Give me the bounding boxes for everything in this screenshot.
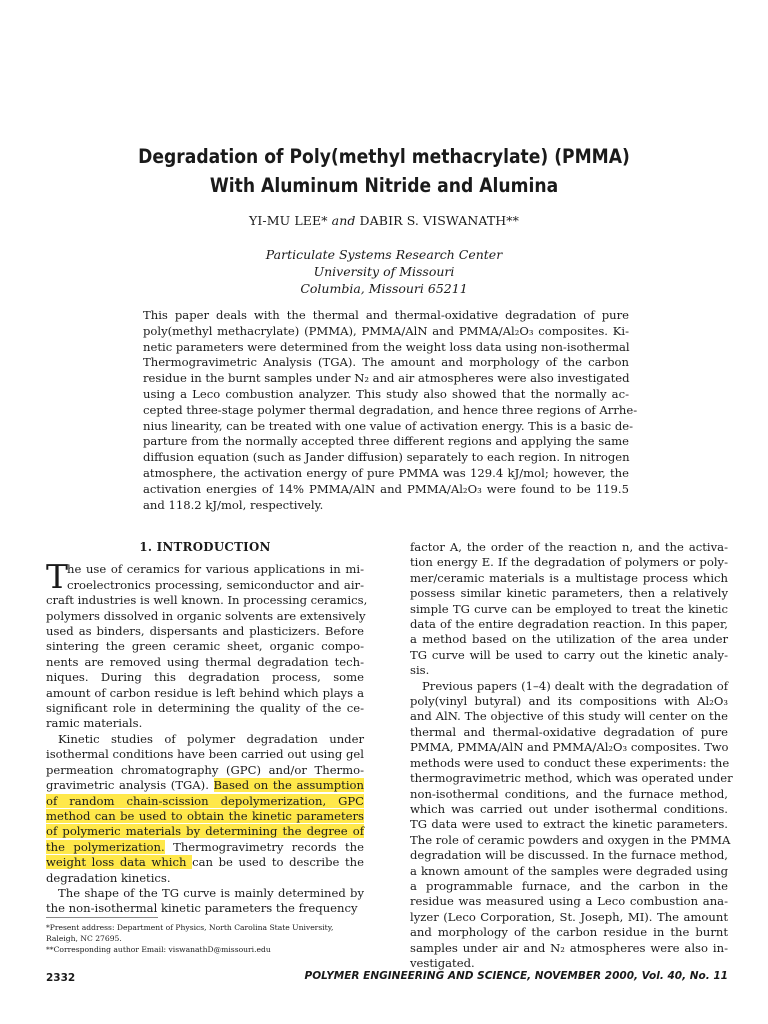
body-line: Kinetic studies of polymer degradation under (58, 731, 364, 746)
title-line-1: Degradation of Poly(methyl methacrylate) (PMMA) (138, 145, 630, 168)
journal-citation: POLYMER ENGINEERING AND SCIENCE, NOVEMBER 2000, Vol. 40, No. 11 (304, 970, 728, 982)
body-line: sis. (410, 663, 430, 678)
dropcap-letter: T (46, 557, 69, 597)
text-run: Thermogravimetry records the (164, 839, 364, 854)
body-line (46, 840, 364, 855)
body-line: and morphology of the carbon residue in the burnt (410, 925, 728, 940)
author-1: YI-MU LEE* (249, 213, 328, 228)
page-number: 2332 (46, 972, 76, 984)
abstract-line: atmosphere, the activation energy of pure PMMA was 129.4 kJ/mol; however, the (143, 465, 629, 480)
body-line: a known amount of the samples were degraded using (410, 863, 728, 878)
body-line: degradation will be discussed. In the furnace method, (410, 848, 728, 863)
body-line: samples under air and N₂ atmospheres were also in- (410, 940, 728, 955)
abstract-line: poly(methyl methacrylate) (PMMA), PMMA/AlN and PMMA/Al₂O₃ composites. Ki- (143, 323, 629, 338)
footnote-line: *Present address: Department of Physics, North Carolina State University, (46, 923, 334, 932)
abstract (143, 308, 638, 513)
body-line: nents are removed using thermal degradation tech- (46, 654, 364, 669)
body-line: which was carried out under isothermal conditions. (410, 801, 728, 816)
body-line (46, 794, 364, 809)
body-line: thermal and thermal-oxidative degradation of pure (410, 724, 728, 739)
body-line: residue was measured using a Leco combustion ana- (410, 894, 728, 909)
abstract-line: This paper deals with the thermal and thermal-oxidative degradation of pure (143, 308, 629, 322)
body-line: permeation chromatography (GPC) and/or Thermo- (46, 762, 364, 777)
body-line: polymers dissolved in organic solvents are extensively (46, 608, 366, 623)
abstract-line: diffusion equation (such as Jander diffusion) separately to each region. In nitrogen (143, 450, 630, 465)
body-line: simple TG curve can be employed to treat the kinetic (410, 601, 728, 616)
body-line (46, 809, 364, 824)
body-line: non-isothermal conditions, and the furnace method, (410, 786, 728, 801)
section-heading-introduction: 1. INTRODUCTION (139, 540, 271, 554)
highlighted-text[interactable]: method can be used to obtain the kinetic parameters (46, 808, 364, 823)
body-line: thermogravimetric method, which was operated under (410, 771, 733, 786)
body-line: factor A, the order of the reaction n, and the activa- (410, 540, 728, 554)
body-line: he use of ceramics for various applications in mi- (67, 562, 364, 577)
body-line: The role of ceramic powders and oxygen in the PMMA (410, 832, 731, 847)
body-line: niques. During this degradation process, some (46, 670, 364, 685)
body-line: the non-isothermal kinetic parameters the frequency (46, 901, 358, 916)
body-line: croelectronics processing, semiconductor and air- (67, 577, 364, 592)
body-line: possess similar kinetic parameters, then a relatively (410, 586, 728, 601)
abstract-line: Thermogravimetric Analysis (TGA). The amount and morphology of the carbon (143, 355, 629, 370)
footnotes (46, 922, 366, 955)
body-line: TG data were used to extract the kinetic parameters. (410, 817, 728, 832)
abstract-line: using a Leco combustion analyzer. This study also showed that the normally ac- (143, 386, 629, 401)
abstract-line: residue in the burnt samples under N₂ and air atmospheres were also investigated (143, 371, 630, 386)
abstract-line: and 118.2 kJ/mol, respectively. (143, 497, 324, 512)
footnote-line: **Corresponding author Email: viswanathD@missouri.edu (46, 945, 271, 954)
title-line-2: With Aluminum Nitride and Alumina (209, 174, 559, 197)
author-list (0, 213, 768, 228)
body-line: The shape of the TG curve is mainly determined by (58, 885, 364, 900)
highlighted-text[interactable]: of polymeric materials by determining the degree of (46, 824, 364, 839)
affiliation-line-2: University of Missouri (313, 264, 455, 279)
highlighted-text[interactable]: Based on the assumption (213, 778, 364, 793)
body-line: tion energy E. If the degradation of polymers or poly- (410, 555, 728, 570)
body-line: vestigated. (410, 955, 475, 970)
body-line: poly(vinyl butyral) and its compositions with Al₂O₃ (410, 694, 728, 709)
left-column (46, 540, 368, 917)
body-line: TG curve will be used to carry out the kinetic analy- (410, 647, 728, 662)
affiliation (0, 246, 768, 297)
author-conjunction: and (331, 213, 356, 228)
body-line: Previous papers (1–4) dealt with the degradation of (422, 678, 728, 693)
abstract-line: netic parameters were determined from the weight loss data using non-isothermal (143, 339, 630, 354)
right-column (410, 540, 733, 971)
highlighted-text[interactable]: the polymerization. (46, 839, 165, 854)
footnote-line: Raleigh, NC 27695. (46, 934, 122, 943)
body-line: data of the entire degradation reaction. In this paper, (410, 617, 728, 632)
abstract-line: activation energies of 14% PMMA/AlN and PMMA/Al₂O₃ were found to be 119.5 (143, 481, 629, 496)
body-line: PMMA, PMMA/AlN and PMMA/Al₂O₃ composites. Two (410, 740, 729, 755)
abstract-line: nius linearity, can be treated with one value of activation energy. This is a basic de- (143, 418, 634, 433)
body-line (46, 855, 364, 870)
paper-title (46, 142, 722, 200)
body-line (46, 778, 364, 793)
body-line: a method based on the utilization of the area under (410, 632, 728, 647)
author-2: DABIR S. VISWANATH** (359, 213, 519, 228)
body-line (46, 824, 364, 839)
body-line: ramic materials. (46, 716, 143, 731)
abstract-line: cepted three-stage polymer thermal degradation, and hence three regions of Arrhe- (143, 402, 638, 417)
abstract-line: parture from the normally accepted three different regions and applying the same (143, 434, 629, 449)
body-line: amount of carbon residue is left behind which plays a (46, 685, 364, 700)
footnote-divider (46, 917, 158, 918)
text-run: can be used to describe the (192, 855, 364, 870)
text-run: gravimetric analysis (TGA). (46, 778, 214, 793)
affiliation-line-1: Particulate Systems Research Center (265, 247, 503, 262)
body-line: degradation kinetics. (46, 870, 171, 885)
body-line: isothermal conditions have been carried out using gel (46, 747, 364, 762)
highlighted-text[interactable]: of random chain-scission depolymerization, GPC (46, 793, 364, 808)
dropcap-paragraph (46, 557, 364, 597)
body-line: sintering the green ceramic sheet, organic compo- (46, 639, 364, 654)
body-line: a programmable furnace, and the carbon in the (410, 878, 728, 893)
highlighted-text[interactable]: weight loss data which (46, 855, 193, 870)
affiliation-line-3: Columbia, Missouri 65211 (300, 281, 468, 296)
body-line: lyzer (Leco Corporation, St. Joseph, MI). The amount (410, 909, 728, 924)
body-line: methods were used to conduct these experiments: the (410, 755, 730, 770)
body-line: used as binders, dispersants and plasticizers. Before (46, 624, 364, 639)
body-line: mer/ceramic materials is a multistage process which (410, 570, 728, 585)
body-line: significant role in determining the quality of the ce- (46, 701, 364, 716)
body-line: craft industries is well known. In processing ceramics, (46, 593, 368, 608)
body-line: and AlN. The objective of this study will center on the (410, 709, 728, 724)
